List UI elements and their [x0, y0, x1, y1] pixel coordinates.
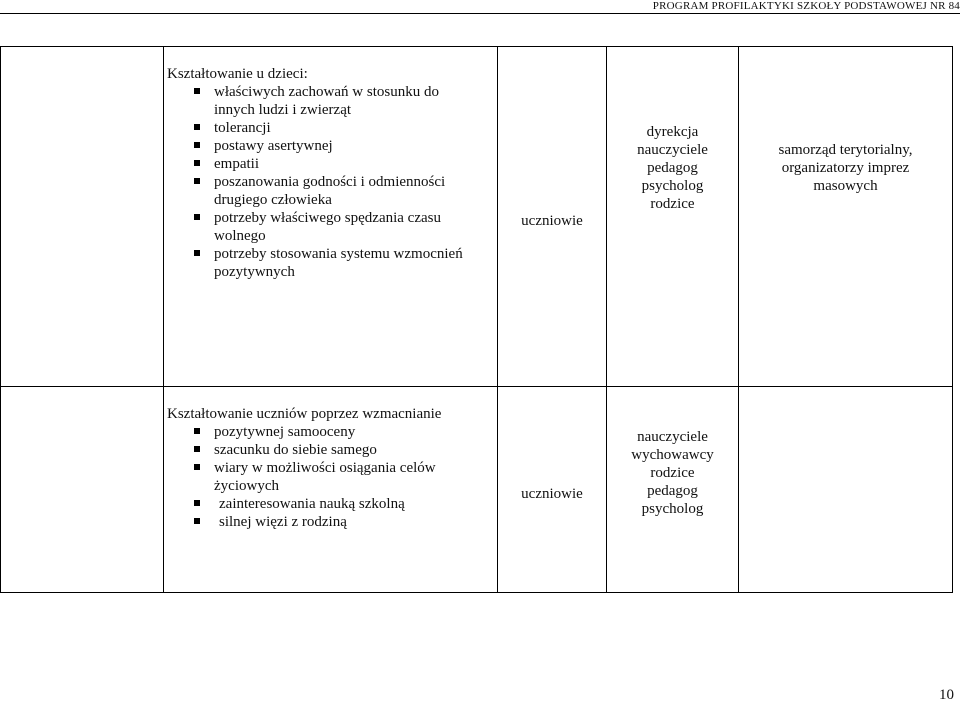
- running-header: PROGRAM PROFILAKTYKI SZKOŁY PODSTAWOWEJ NR 84: [652, 0, 960, 12]
- list-item: wiary w możliwości osiągania celów życiowych: [167, 459, 493, 495]
- task-cell: [164, 47, 498, 387]
- list-item: tolerancji: [167, 119, 493, 137]
- prevention-program-table: [0, 46, 953, 593]
- responsible-cell: dyrekcja nauczyciele pedagog psycholog rodzice: [607, 47, 739, 387]
- header-rule: [0, 13, 960, 14]
- list-item: potrzeby właściwego spędzania czasu wolnego: [167, 209, 493, 245]
- list-item: zainteresowania nauką szkolną: [167, 495, 493, 513]
- participants-cell: uczniowie: [498, 387, 607, 593]
- responsible-cell: nauczyciele wychowawcy rodzice pedagog psycholog: [607, 387, 739, 593]
- task-list: [167, 423, 493, 531]
- list-item: właściwych zachowań w stosunku do innych ludzi i zwierząt: [167, 83, 493, 119]
- partners-cell: [739, 387, 953, 593]
- partners-cell: samorząd terytorialny, organizatorzy imprez masowych: [739, 47, 953, 387]
- table-row: [1, 387, 953, 593]
- list-item: poszanowania godności i odmienności drugiego człowieka: [167, 173, 493, 209]
- empty-cell: [1, 387, 164, 593]
- list-item: szacunku do siebie samego: [167, 441, 493, 459]
- task-intro: Kształtowanie u dzieci:: [167, 66, 308, 82]
- list-item: silnej więzi z rodziną: [167, 513, 493, 531]
- list-item: postawy asertywnej: [167, 137, 493, 155]
- page-number: 10: [939, 687, 954, 703]
- table-row: [1, 47, 953, 387]
- list-item: potrzeby stosowania systemu wzmocnień pozytywnych: [167, 245, 493, 281]
- list-item: pozytywnej samooceny: [167, 423, 493, 441]
- task-cell: [164, 387, 498, 593]
- task-intro: Kształtowanie uczniów poprzez wzmacnianie: [167, 406, 442, 422]
- task-list: [167, 83, 493, 281]
- participants-cell: uczniowie: [498, 47, 607, 387]
- empty-cell: [1, 47, 164, 387]
- list-item: empatii: [167, 155, 493, 173]
